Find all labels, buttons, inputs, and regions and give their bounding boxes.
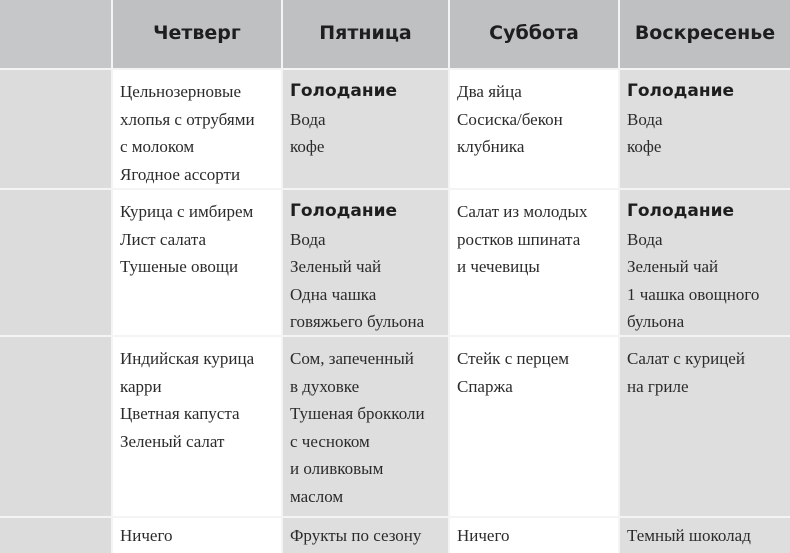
menu-item: Ничего	[457, 526, 510, 545]
menu-item: в духовке	[290, 376, 360, 396]
cell-row-label-row-4	[0, 518, 113, 553]
menu-item: ростков шпината	[457, 229, 581, 249]
menu-item: Вода	[627, 229, 663, 249]
cell-sunday-row-1	[620, 70, 790, 190]
cell-friday-row-2	[283, 190, 450, 337]
menu-item: Стейк с перцем	[457, 349, 570, 368]
menu-item: Салат с курицей	[627, 349, 745, 368]
cell-friday-row-1	[283, 70, 450, 190]
menu-item: Ничего	[120, 526, 173, 545]
cell-row-label-row-1	[0, 70, 113, 190]
menu-item: Индийская курица	[120, 349, 255, 368]
menu-item: клубника	[457, 137, 525, 156]
cell-row-label-row-3	[0, 337, 113, 518]
menu-item: Сосиска/бекон	[457, 109, 563, 129]
menu-item: Зеленый салат	[120, 431, 225, 451]
header-saturday: Суббота	[450, 0, 620, 70]
menu-item: Цельнозерновые	[120, 82, 242, 101]
menu-item: Курица с имбирем	[120, 202, 254, 221]
fasting-label: Голодание	[290, 81, 398, 101]
fasting-label: Голодание	[627, 201, 735, 221]
menu-item: Тушеные овощи	[120, 257, 239, 276]
menu-item: 1 чашка овощного	[627, 284, 760, 304]
menu-item: говяжьего бульона	[290, 312, 425, 331]
cell-thursday-row-4	[113, 518, 283, 553]
cell-saturday-row-2	[450, 190, 620, 337]
header-thursday: Четверг	[113, 0, 283, 70]
menu-item: Темный шоколад	[627, 526, 751, 545]
menu-item: с молоком	[120, 137, 195, 156]
menu-item: Сом, запеченный	[290, 349, 414, 368]
cell-saturday-row-3	[450, 337, 620, 518]
menu-item: Лист салата	[120, 229, 207, 249]
menu-item: маслом	[290, 486, 344, 506]
fasting-label: Голодание	[290, 201, 398, 221]
cell-row-label-row-2	[0, 190, 113, 337]
cell-friday-row-4	[283, 518, 450, 553]
menu-item: и оливковым	[290, 459, 384, 478]
cell-sunday-row-4	[620, 518, 790, 553]
cell-sunday-row-3	[620, 337, 790, 518]
cell-sunday-row-2	[620, 190, 790, 337]
menu-item: хлопья с отрубями	[120, 109, 255, 129]
menu-item: Тушеная брокколи	[290, 404, 425, 423]
menu-item: Салат из молодых	[457, 202, 588, 221]
menu-item: кофе	[290, 137, 325, 156]
cell-thursday-row-3	[113, 337, 283, 518]
fasting-label: Голодание	[627, 81, 735, 101]
menu-item: Ягодное ассорти	[120, 164, 241, 184]
menu-item: на гриле	[627, 376, 689, 396]
header-corner	[0, 0, 113, 70]
menu-item: Цветная капуста	[120, 404, 240, 423]
menu-item: Вода	[290, 109, 326, 129]
menu-item: Зеленый чай	[290, 257, 382, 276]
menu-item: Вода	[290, 229, 326, 249]
menu-item: Одна чашка	[290, 284, 377, 304]
menu-item: Зеленый чай	[627, 257, 719, 276]
menu-item: Фрукты по сезону	[290, 526, 422, 545]
cell-saturday-row-4	[450, 518, 620, 553]
cell-friday-row-3	[283, 337, 450, 518]
menu-item: бульона	[627, 312, 685, 331]
cell-thursday-row-1	[113, 70, 283, 190]
cell-thursday-row-2	[113, 190, 283, 337]
menu-item: Спаржа	[457, 376, 513, 396]
header-friday: Пятница	[283, 0, 450, 70]
menu-item: Вода	[627, 109, 663, 129]
header-sunday: Воскресенье	[620, 0, 790, 70]
cell-saturday-row-1	[450, 70, 620, 190]
menu-item: и чечевицы	[457, 257, 540, 276]
menu-item: кофе	[627, 137, 662, 156]
menu-item: Два яйца	[457, 82, 522, 101]
menu-item: карри	[120, 376, 162, 396]
menu-item: с чесноком	[290, 431, 370, 451]
